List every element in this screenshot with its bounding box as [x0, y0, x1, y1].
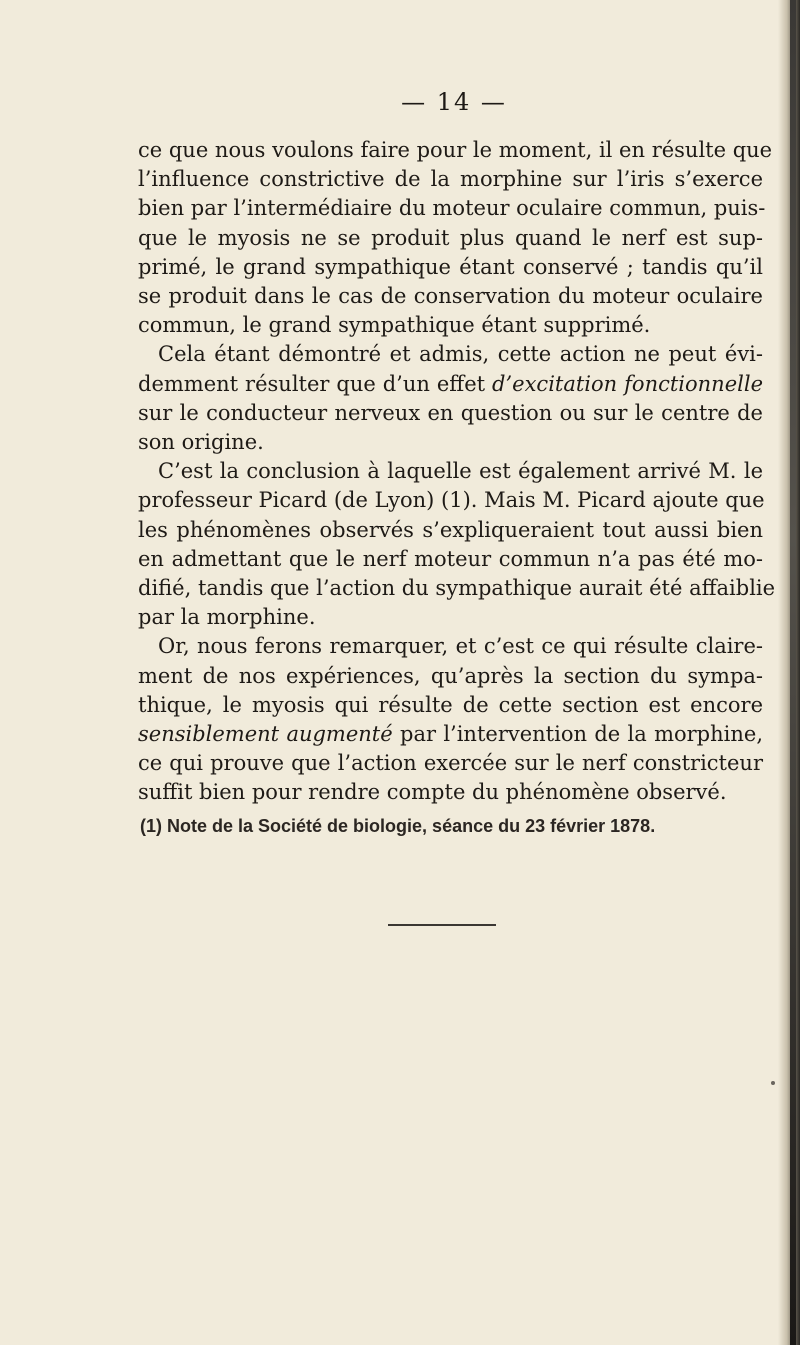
text-line: sur le conducteur nerveux en question ou sur le centre de: [138, 400, 763, 425]
text-line: l’influence constrictive de la morphine sur l’iris s’exerce: [138, 167, 763, 192]
binding-edge: [790, 0, 796, 1345]
text-line: thique, le myosis qui résulte de cette section est encore: [138, 692, 763, 717]
closing-rule: [388, 924, 496, 926]
italic-phrase: d’excitation fonctionnelle: [492, 371, 763, 396]
text-line: ce que nous voulons faire pour le moment, il en résulte que: [138, 138, 773, 162]
text-line: commun, le grand sympathique étant supprimé.: [138, 313, 651, 338]
text-line: difié, tandis que l’action du sympathique aurait été affaiblie: [138, 576, 776, 601]
body-text: [138, 136, 776, 808]
text-line: que le myosis ne se produit plus quand le nerf est sup-: [138, 225, 763, 250]
text-line: ment de nos expériences, qu’après la section du sympa-: [138, 663, 763, 688]
text-line: se produit dans le cas de conservation du moteur oculaire: [138, 284, 763, 309]
text-line: par la morphine.: [138, 605, 316, 630]
text-run: par l’intervention de la morphine,: [392, 722, 763, 747]
footnote: (1) Note de la Société de biologie, séance du 23 février 1878.: [140, 816, 656, 836]
text-line-with-italic: [138, 720, 763, 749]
text-line-with-italic: [138, 370, 763, 399]
text-line: professeur Picard (de Lyon) (1). Mais M. Picard ajoute que: [138, 488, 765, 513]
text-line: en admettant que le nerf moteur commun n’a pas été mo-: [138, 546, 763, 571]
paper-speck: [771, 1081, 775, 1085]
page-number: — 14 —: [401, 88, 507, 116]
page-edge-shadow: [778, 0, 800, 1345]
text-line: suffit bien pour rendre compte du phénomène observé.: [138, 780, 727, 805]
text-line: bien par l’intermédiaire du moteur oculaire commun, puis-: [138, 196, 766, 221]
text-line: Cela étant démontré et admis, cette action ne peut évi-: [158, 342, 763, 367]
text-run: demment résulter que d’un effet: [138, 371, 493, 396]
text-line: Or, nous ferons remarquer, et c’est ce qui résulte claire-: [158, 634, 763, 659]
text-line: ce qui prouve que l’action exercée sur le nerf constricteur: [138, 751, 763, 776]
text-line: primé, le grand sympathique étant conservé ; tandis qu’il: [138, 254, 763, 279]
text-line: son origine.: [138, 430, 264, 455]
text-line: les phénomènes observés s’expliqueraient tout aussi bien: [138, 517, 763, 542]
italic-phrase: sensiblement augmenté: [138, 722, 393, 747]
text-line: C’est la conclusion à laquelle est également arrivé M. le: [158, 459, 763, 484]
